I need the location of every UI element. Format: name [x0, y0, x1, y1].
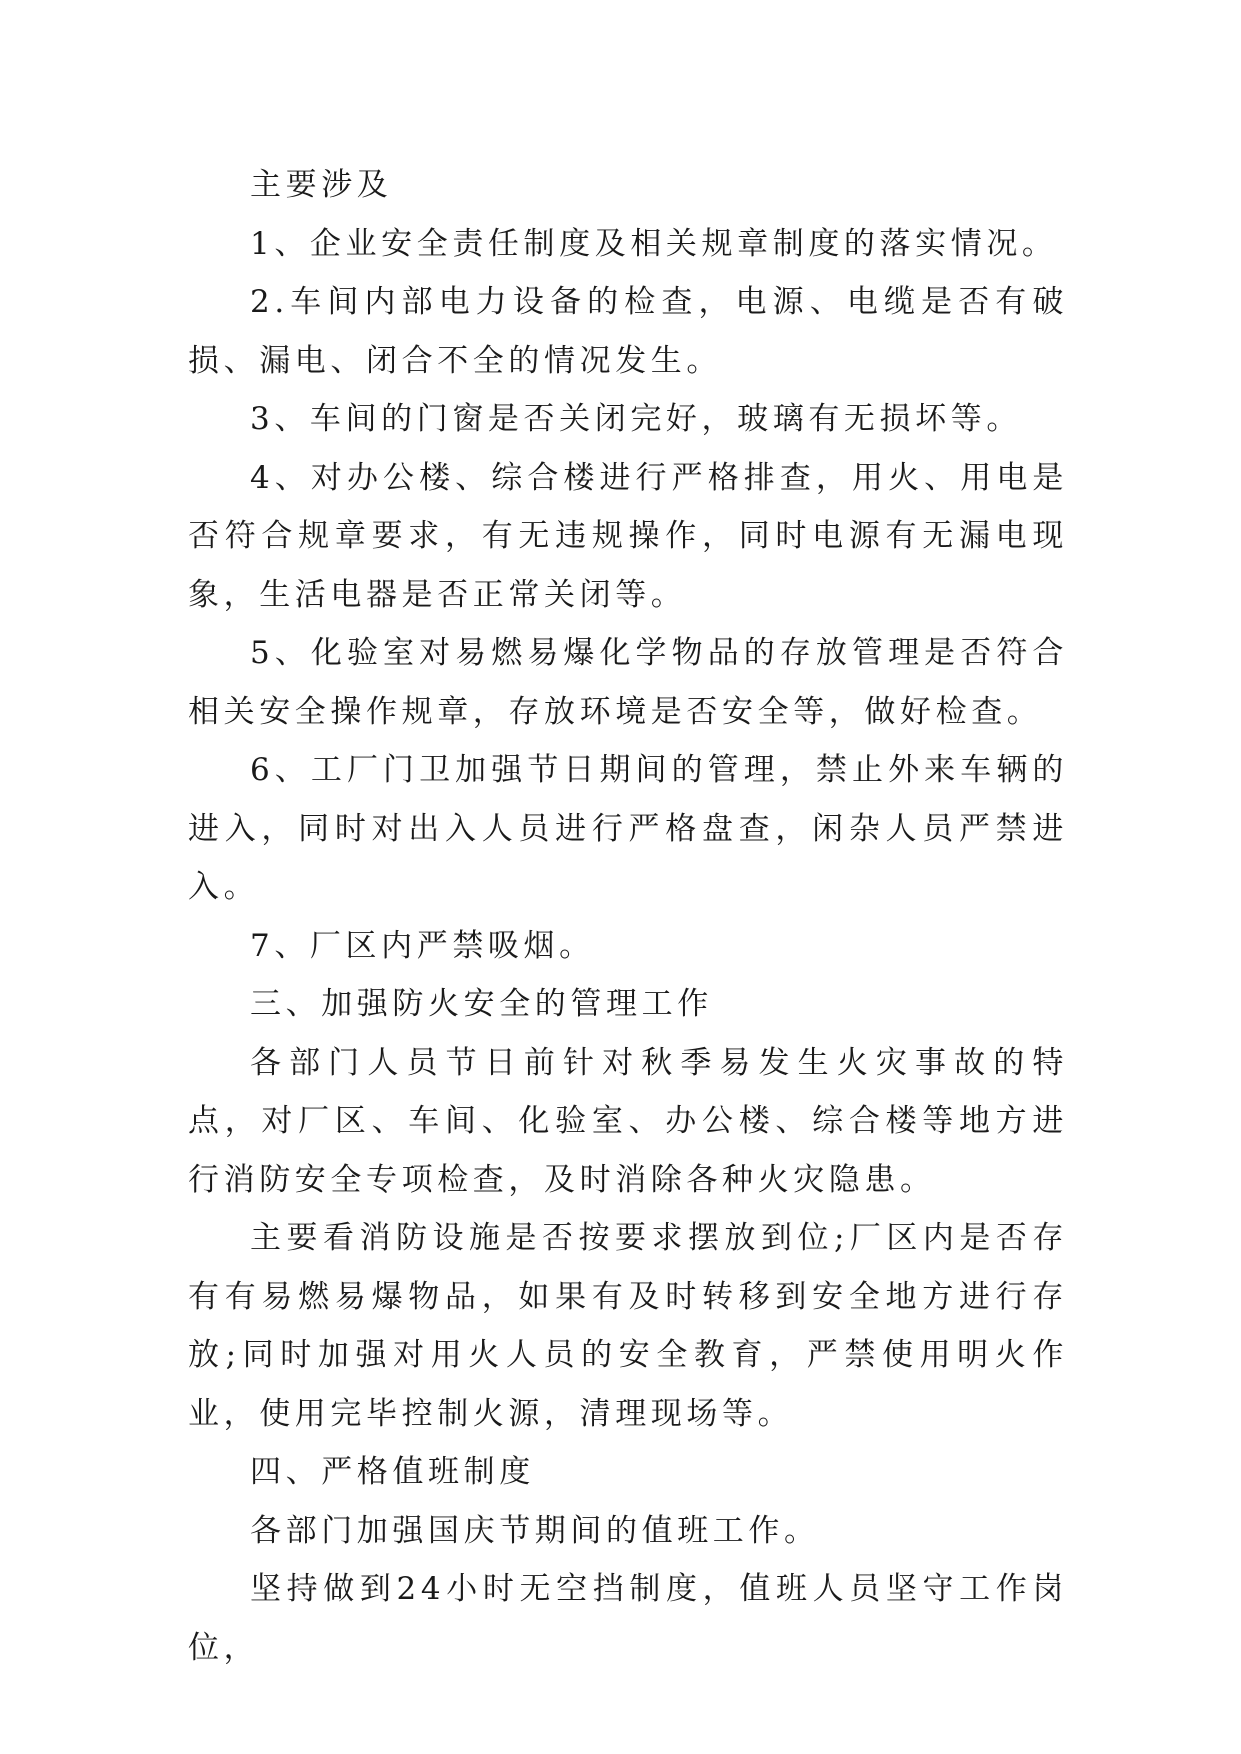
paragraph-main-items: 主要涉及	[250, 167, 393, 203]
paragraph-fire-facilities: 主要看消防设施是否按要求摆放到位;厂区内是否存有有易燃易爆物品，如果有及时转移到安全地方进行存放;同时加强对用火人员的安全教育，严禁使用明火作业，使用完毕控制火源，清理现场等。	[188, 1220, 1068, 1432]
paragraph-item-2: 2.车间内部电力设备的检查，电源、电缆是否有破损、漏电、闭合不全的情况发生。	[188, 284, 1068, 379]
paragraph-item-5: 5、化验室对易燃易爆化学物品的存放管理是否符合相关安全操作规章，存放环境是否安全等，做好检查。	[188, 635, 1068, 730]
paragraph-item-3: 3、车间的门窗是否关闭完好，玻璃有无损坏等。	[250, 401, 1022, 437]
paragraph-item-6: 6、工厂门卫加强节日期间的管理，禁止外来车辆的进入，同时对出入人员进行严格盘查，闲杂人员严禁进入。	[188, 752, 1068, 905]
document-body	[188, 156, 1068, 1677]
paragraph-item-4: 4、对办公楼、综合楼进行严格排查，用火、用电是否符合规章要求，有无违规操作，同时电源有无漏电现象，生活电器是否正常关闭等。	[188, 459, 1068, 613]
section-heading-duty-system: 四、严格值班制度	[250, 1454, 535, 1490]
paragraph-item-7: 7、厂区内严禁吸烟。	[250, 927, 595, 964]
paragraph-duty-work: 各部门加强国庆节期间的值班工作。	[250, 1512, 820, 1549]
paragraph-item-1: 1、企业安全责任制度及相关规章制度的落实情况。	[250, 225, 1058, 262]
paragraph-duty-24h: 坚持做到24小时无空挡制度，值班人员坚守工作岗位，	[188, 1571, 1068, 1666]
paragraph-fire-inspection: 各部门人员节日前针对秋季易发生火灾事故的特点，对厂区、车间、化验室、办公楼、综合楼等地方进行消防安全专项检查，及时消除各种火灾隐患。	[188, 1044, 1068, 1198]
section-heading-fire-safety: 三、加强防火安全的管理工作	[250, 986, 713, 1022]
